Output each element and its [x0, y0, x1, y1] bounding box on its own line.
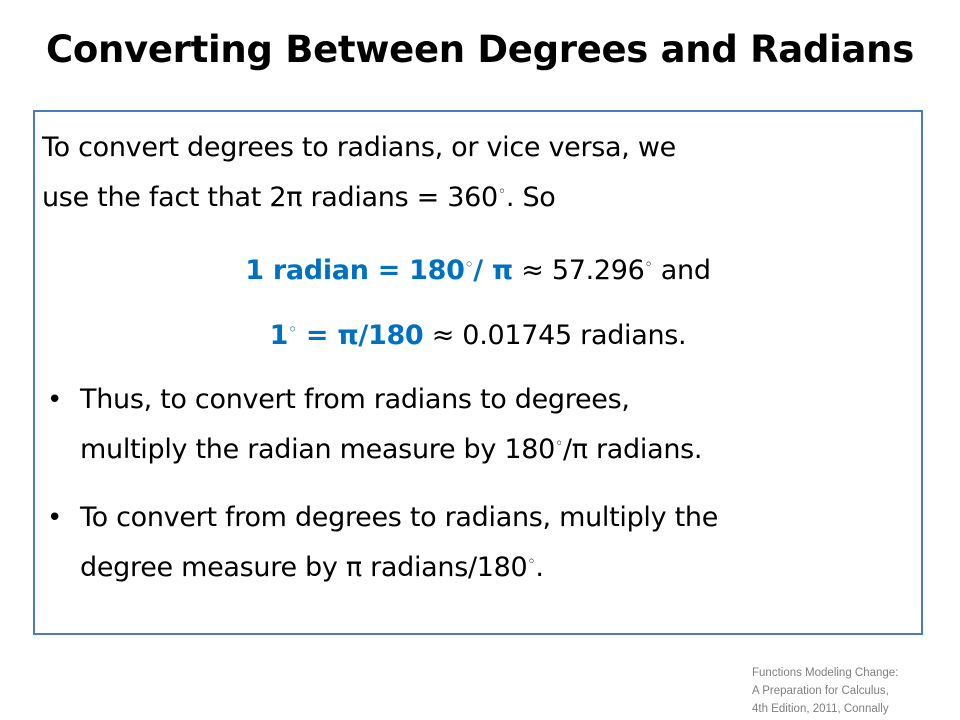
bullet-line-2-text: multiply the radian measure by 180	[80, 434, 555, 465]
citation-line: 4th Edition, 2011, Connally	[752, 703, 889, 715]
degree-symbol: ◦	[555, 436, 563, 452]
bullet-line-2	[80, 540, 920, 590]
formula1-divisor: / π	[473, 255, 513, 286]
intro-paragraph	[42, 126, 902, 220]
bullet-line-2-end: .	[535, 552, 544, 583]
slide-title: Converting Between Degrees and Radians	[46, 28, 914, 71]
bullet-degrees-to-radians	[80, 496, 920, 590]
degree-symbol: ◦	[288, 322, 297, 338]
degree-symbol: ◦	[644, 257, 653, 273]
intro-line-2-end: . So	[505, 182, 556, 213]
bullet-line-2-text: degree measure by π radians/180	[80, 552, 528, 583]
formula-degree-to-radians	[33, 310, 923, 356]
formula2-lhs: 1	[269, 320, 289, 351]
formula2-rhs: = π/180	[296, 320, 424, 351]
source-citation	[752, 664, 957, 718]
bullet-radians-to-degrees	[80, 378, 920, 472]
intro-line-1: To convert degrees to radians, or vice versa, we	[42, 132, 676, 163]
formula1-and: and	[652, 255, 711, 286]
formula-radian-to-degrees	[33, 245, 923, 291]
formula1-approx: ≈ 57.296	[512, 255, 645, 286]
degree-symbol: ◦	[497, 184, 506, 200]
bullet-icon: •	[47, 385, 63, 415]
formula2-approx: ≈ 0.01745 radians.	[423, 320, 687, 351]
intro-line-2-text: use the fact that 2π radians = 360	[42, 182, 498, 213]
degree-symbol: ◦	[464, 257, 474, 273]
degree-symbol: ◦	[527, 554, 536, 570]
bullet-line-2	[80, 422, 920, 472]
bullet-line-2-end: /π radians.	[562, 434, 703, 465]
citation-line: A Preparation for Calculus,	[752, 685, 889, 697]
bullet-line-1: Thus, to convert from radians to degrees,	[80, 384, 630, 415]
bullet-icon: •	[47, 503, 63, 533]
intro-line-2	[42, 170, 902, 220]
bullet-line-1: To convert from degrees to radians, multiply the	[80, 502, 719, 533]
citation-line: Functions Modeling Change:	[752, 667, 899, 679]
formula1-lhs: 1 radian = 180	[245, 255, 465, 286]
